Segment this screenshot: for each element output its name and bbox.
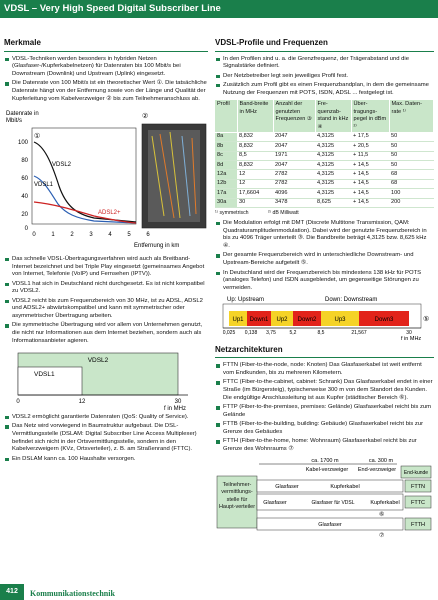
list-item: FTTB (Fiber-to-the-building, building: Gebäude) Glasfaserkabel reicht bis zur Grenze des Gebäudes bbox=[215, 421, 434, 437]
x-tick: 3 bbox=[89, 231, 93, 238]
left-column bbox=[4, 38, 208, 465]
page-number: 412 bbox=[0, 584, 24, 600]
col-header: Anzahl der genutzten Frequenzen ③ bbox=[273, 100, 315, 132]
curve-label-vdsl2: VDSL2 bbox=[52, 161, 72, 168]
legend-up: Up: Upstream bbox=[227, 296, 265, 303]
y-tick: 60 bbox=[21, 175, 28, 182]
vdsl1-range-label: VDSL1 bbox=[34, 370, 55, 378]
list-item: Ein DSLAM kann ca. 100 Haushalte versorgen. bbox=[4, 456, 208, 464]
table-cell: 68 bbox=[389, 170, 434, 179]
band-tick: 8,5 bbox=[317, 329, 325, 336]
note-dbm: ²⁾ dB Milliwatt bbox=[268, 209, 299, 216]
list-item: FTTC (Fiber-to-the-cabinet, cabinet: Schrank) Das Glasfaserkabel endet in einer Straße (im Bürgersteig), typischerweise 300 m von dem Standort des Kunden. Die endgültige Anschlussleitung ist aus Kupfer (städtischer Bereich ⑥). bbox=[215, 379, 434, 402]
table-cell: + 20,5 bbox=[351, 142, 389, 151]
table-cell: 12b bbox=[215, 179, 237, 188]
table-cell: 8,832 bbox=[237, 161, 273, 170]
list-item: FTTH (Fiber-to-the-home, home: Wohnraum) Glasfaserkabel reicht bis zur Grenze des Wohnraums ⑦ bbox=[215, 438, 434, 454]
list-item: In Deutschland wird der Frequenzbereich bis mindestens 138 kHz für POTS (analoges Telefon) und ISDN ausgeblendet, um gegenseitige Störungen zu vermeiden. bbox=[215, 270, 434, 293]
bullet-list-r2 bbox=[215, 220, 434, 293]
mark-1: ① bbox=[34, 132, 41, 140]
table-cell: 1971 bbox=[273, 151, 315, 160]
y-tick: 0 bbox=[24, 225, 28, 232]
y-tick: 80 bbox=[21, 157, 28, 164]
table-row bbox=[215, 198, 434, 207]
list-item: Das schnelle VDSL-Übertragungsverfahren wird auch als Breitband-Internet bezeichnet und bei Triple Play eingesetzt (gemeinsames Angebot von Internet, Telefonie (VoIP) und Fernsehen (IPTV)). bbox=[4, 256, 208, 279]
cabinet-photo bbox=[142, 124, 206, 228]
col-header: Fre-quenzab-stand in kHz ④ bbox=[315, 100, 351, 132]
table-cell: 4,3125 bbox=[315, 151, 351, 160]
table-cell: 68 bbox=[389, 179, 434, 188]
list-item: FTTN (Fiber-to-the-node, node: Knoten) Das Glasfaserkabel ist weit entfernt vom Endkunden, bis zu mehreren Kilometern. bbox=[215, 362, 434, 378]
table-cell: + 17,5 bbox=[351, 132, 389, 141]
frequency-range-diagram bbox=[4, 349, 208, 411]
list-item: In den Profilen sind u. a. die Grenzfrequenz, der Trägerabstand und die Signalstärke definiert. bbox=[215, 56, 434, 72]
x-axis-label: f in MHz bbox=[164, 405, 187, 411]
badge-text: FTTH bbox=[410, 521, 426, 528]
list-item: VDSL2 reicht bis zum Frequenzbereich von 30 MHz, ist zu ADSL, ADSL2 und ADSL2+ abwärtskompatibel und kann mit symmetrischer oder asymmetrischer Übertragung arbeiten. bbox=[4, 298, 208, 321]
table-cell: 12a bbox=[215, 170, 237, 179]
section-title-merkmale: Merkmale bbox=[4, 38, 208, 52]
badge-text: FTTN bbox=[410, 483, 426, 490]
cell-text: Glasfaser bbox=[263, 499, 287, 506]
right-column bbox=[215, 38, 434, 538]
table-row bbox=[215, 142, 434, 151]
table-cell: 100 bbox=[389, 189, 434, 198]
hauptverteiler-label: Teilnehmer-vermittlungs-stelle für Haupt-verteiler bbox=[218, 481, 256, 511]
table-cell: 8,832 bbox=[237, 132, 273, 141]
table-cell: + 14,5 bbox=[351, 189, 389, 198]
distance-2: ca. 300 m bbox=[368, 457, 394, 464]
y-axis-label-1: Datenrate in bbox=[6, 110, 39, 117]
table-cell: 4096 bbox=[273, 189, 315, 198]
table-cell: + 14,5 bbox=[351, 179, 389, 188]
cell-text: Kupferkabel bbox=[330, 483, 360, 490]
curve-label-vdsl1: VDSL1 bbox=[34, 181, 54, 188]
band-tick: 5,2 bbox=[289, 329, 297, 336]
table-cell: 4,3125 bbox=[315, 179, 351, 188]
table-row bbox=[215, 132, 434, 141]
table-cell: 50 bbox=[389, 151, 434, 160]
cell-text: Glasfaser für VDSL bbox=[311, 499, 355, 506]
segment-label: Up1 bbox=[232, 316, 244, 323]
table-cell: 50 bbox=[389, 142, 434, 151]
bullet-list-2 bbox=[4, 256, 208, 346]
band-axis-label: f in MHz bbox=[401, 335, 422, 341]
table-cell: 2047 bbox=[273, 142, 315, 151]
table-cell: 30a bbox=[215, 198, 237, 207]
table-cell: 8c bbox=[215, 151, 237, 160]
profile-table bbox=[215, 100, 434, 208]
band-tick: 21,567 bbox=[351, 329, 367, 336]
x-tick: 0 bbox=[32, 231, 36, 238]
network-architecture-diagram bbox=[215, 456, 434, 538]
table-cell: + 14,5 bbox=[351, 198, 389, 207]
table-cell: 8,625 bbox=[315, 198, 351, 207]
y-ticks bbox=[18, 140, 29, 232]
table-cell: 12 bbox=[237, 179, 273, 188]
list-item: FTTP (Fiber-to-the-premises, premises: Gelände) Glasfaserkabel reicht bis zum Gelände bbox=[215, 404, 434, 420]
table-cell: 8b bbox=[215, 142, 237, 151]
segment-label: Down3 bbox=[374, 316, 394, 323]
segment-label: Down1 bbox=[249, 316, 269, 323]
y-tick: 100 bbox=[17, 139, 28, 146]
bullet-list-r1 bbox=[215, 56, 434, 98]
mark-5: ⑤ bbox=[423, 315, 430, 323]
mark-2: ② bbox=[142, 112, 149, 120]
note-symmetric: ¹⁾ symmetrisch bbox=[215, 209, 249, 216]
profile-table-body bbox=[215, 132, 434, 207]
table-cell: 4,3125 bbox=[315, 132, 351, 141]
table-cell: 3478 bbox=[273, 198, 315, 207]
table-cell: + 14,5 bbox=[351, 161, 389, 170]
y-axis-label-2: Mbit/s bbox=[6, 117, 23, 124]
table-cell: 4,3125 bbox=[315, 161, 351, 170]
band-tick: 0,138 bbox=[244, 329, 258, 336]
x-tick: 0 bbox=[16, 398, 20, 405]
y-tick: 20 bbox=[21, 211, 28, 218]
page-header: VDSL – Very High Speed Digital Subscriber Line bbox=[0, 0, 438, 18]
table-cell: 12 bbox=[237, 170, 273, 179]
section-title-profile: VDSL-Profile und Frequenzen bbox=[215, 38, 434, 52]
legend-down: Down: Downstream bbox=[325, 296, 378, 303]
x-tick: 30 bbox=[174, 398, 182, 405]
table-cell: 2047 bbox=[273, 132, 315, 141]
list-item: Die Datenrate von 100 Mbit/s ist ein theoretischer Wert ①. Die tatsächliche Datenrate hängt von der Entfernung sowie von der Länge und Qualität der Kupferleitung vom Kabelverzweiger ② bis zum Teilnehmeranschluss ab. bbox=[4, 80, 208, 103]
cell-text: Kupferkabel bbox=[370, 499, 400, 506]
list-item: VDSL1 hat sich in Deutschland nicht durchgesetzt. Es ist nicht kompatibel zu VDSL2. bbox=[4, 281, 208, 297]
datarate-distance-chart bbox=[4, 106, 208, 254]
table-cell: 4,3125 bbox=[315, 170, 351, 179]
y-tick: 40 bbox=[21, 193, 28, 200]
col-header: Max. Daten-rate ¹⁾ bbox=[389, 100, 434, 132]
x-tick: 2 bbox=[70, 231, 74, 238]
list-item: VDSL2 ermöglicht garantierte Datenraten (QoS: Quality of Service). bbox=[4, 414, 208, 422]
x-tick: 6 bbox=[146, 231, 150, 238]
band-tick: 3,75 bbox=[266, 329, 276, 336]
table-row bbox=[215, 161, 434, 170]
band-plan-diagram bbox=[215, 295, 434, 341]
cell-text: Glasfaser bbox=[275, 483, 299, 490]
hauptverteiler-text-wrap bbox=[218, 482, 256, 526]
table-header-row bbox=[215, 100, 434, 132]
col-header: Profil bbox=[215, 100, 237, 132]
band-tick: 0,025 bbox=[222, 329, 236, 336]
footer-title: Kommunikationstechnik bbox=[30, 589, 115, 598]
curve-label-adsl2: ADSL2+ bbox=[98, 209, 121, 216]
x-tick: 1 bbox=[51, 231, 55, 238]
segment-label: Up2 bbox=[276, 316, 288, 323]
table-cell: 8d bbox=[215, 161, 237, 170]
table-cell: 17,6604 bbox=[237, 189, 273, 198]
table-row bbox=[215, 189, 434, 198]
col-header: Über-tragungs-pegel in dBm ²⁾ bbox=[351, 100, 389, 132]
distance-1: ca. 1700 m bbox=[311, 457, 339, 464]
bullet-list-1 bbox=[4, 56, 208, 104]
table-cell: 50 bbox=[389, 132, 434, 141]
table-cell: 8,5 bbox=[237, 151, 273, 160]
table-cell: 200 bbox=[389, 198, 434, 207]
table-row bbox=[215, 179, 434, 188]
bullet-list-3 bbox=[4, 414, 208, 464]
list-item: Der Netzbetreiber legt sein jeweiliges Profil fest. bbox=[215, 73, 434, 81]
x-tick: 12 bbox=[78, 398, 86, 405]
list-item: Der gesamte Frequenzbereich wird in unterschiedliche Downstream- und Upstream-Bereiche aufgeteilt ⑤. bbox=[215, 252, 434, 268]
segment-label: Up3 bbox=[334, 316, 346, 323]
table-cell: 8,832 bbox=[237, 142, 273, 151]
band-tick: 30 bbox=[406, 329, 412, 336]
table-cell: 2782 bbox=[273, 179, 315, 188]
table-cell: 4,3125 bbox=[315, 189, 351, 198]
page-footer bbox=[0, 584, 438, 600]
x-tick: 5 bbox=[127, 231, 131, 238]
table-cell: 2047 bbox=[273, 161, 315, 170]
vdsl2-range-label: VDSL2 bbox=[87, 356, 109, 364]
table-cell: 2782 bbox=[273, 170, 315, 179]
table-row bbox=[215, 151, 434, 160]
list-item: VDSL-Techniken werden besonders in hybriden Netzen (Glasfaser-/Kupferkabelnetzen) für Datenraten bis 100 Mbit/s bei Downstream (Downlink) und Upstream (Uplink) eingesetzt. bbox=[4, 56, 208, 79]
badge-text: FTTC bbox=[410, 499, 426, 506]
table-cell: 30 bbox=[237, 198, 273, 207]
x-ticks bbox=[32, 232, 150, 238]
table-cell: 50 bbox=[389, 161, 434, 170]
bullet-list-r3 bbox=[215, 362, 434, 454]
kabelverzweiger-label: Kabel-verzweiger bbox=[305, 466, 349, 473]
x-tick: 4 bbox=[108, 231, 112, 238]
table-cell: 17a bbox=[215, 189, 237, 198]
table-cell: + 14,5 bbox=[351, 170, 389, 179]
section-title-netzarchitekturen: Netzarchitekturen bbox=[215, 345, 434, 359]
list-item: Das Netz wird vorwiegend in Baumstruktur aufgebaut. Die DSL-Vermittlungsstelle (DSLAM: Digital Subscriber Line Access Multiplexer) befindet sich nicht in der Ortsvermittlungsstelle, sondern in den Kabelverzweigern (KVz, Ortsverteiler), z. B. am Straßenrand (FTTC). bbox=[4, 423, 208, 454]
table-cell: 8a bbox=[215, 132, 237, 141]
mark-6: ⑥ bbox=[379, 511, 385, 518]
table-row bbox=[215, 170, 434, 179]
col-header: Band-breite in MHz bbox=[237, 100, 273, 132]
list-item: Die symmetrische Übertragung wird vor allem von Unternehmen genutzt, die nicht nur Informationen aus dem Internet beziehen, sondern auch als Informationsanbieter agieren. bbox=[4, 322, 208, 345]
endkunde-label: End-kunde bbox=[403, 469, 429, 476]
table-notes bbox=[215, 210, 434, 217]
segment-label: Down2 bbox=[297, 316, 317, 323]
x-axis-label: Entfernung in km bbox=[134, 242, 180, 249]
table-cell: + 11,5 bbox=[351, 151, 389, 160]
list-item: Die Modulation erfolgt mit DMT (Discrete Multitone Transmission, QAM: Quadraturamplitudenmodulation). Dabei wird der genutzte Frequenzbereich in bis zu 4096 Träger unterteilt ③. Die Bandbreite beträgt 4,3125 bzw. 8,625 kHz ④. bbox=[215, 220, 434, 251]
mark-7: ⑦ bbox=[379, 532, 385, 538]
cell-text: Glasfaser bbox=[318, 521, 342, 528]
endverzweiger-label: End-verzweiger bbox=[357, 466, 397, 473]
table-cell: 4,3125 bbox=[315, 142, 351, 151]
list-item: Zusätzlich zum Profil gibt es einen Frequenzbandplan, in dem die gemeinsame Nutzung der Frequenzen mit POTS, ISDN, ADSL ... festgelegt ist. bbox=[215, 82, 434, 98]
